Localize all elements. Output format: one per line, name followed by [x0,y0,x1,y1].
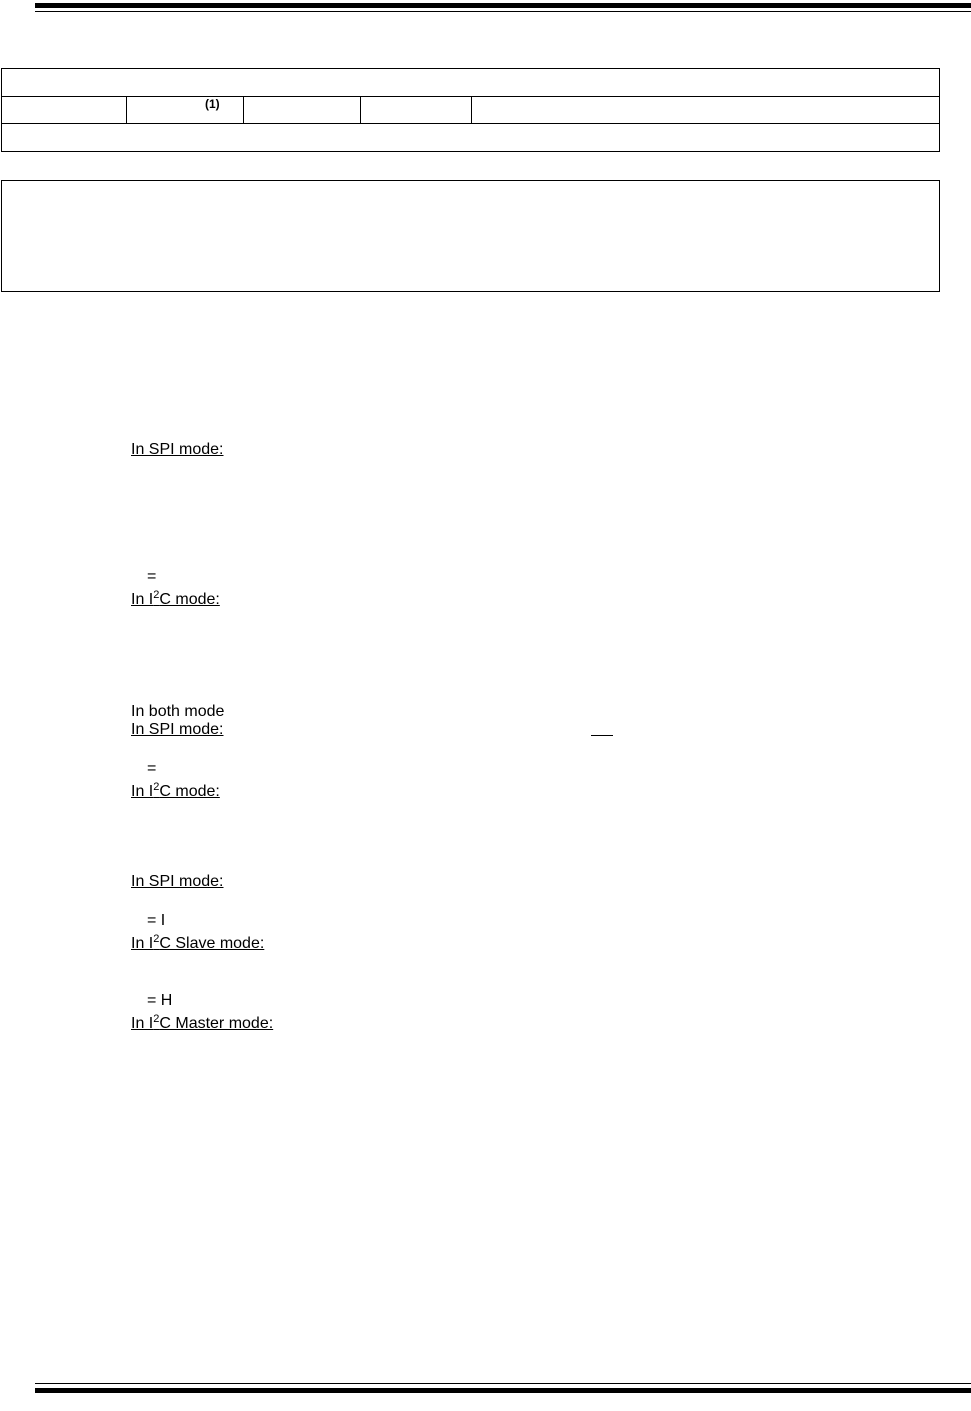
spi-mode-label: In SPI mode: [131,441,224,458]
i2c-mode-label: In $I^2C$ mode: [131,781,220,800]
register-bit-cell [126,96,244,123]
i2c-slave-mode-label: In $I^2C$ Slave mode: [131,933,265,952]
spi-mode-label: In SPI mode: [131,721,224,738]
spi-mode-label: In SPI mode: [131,873,224,890]
register-table [1,68,940,152]
register-table-title-row [2,69,939,97]
footnote-reference: (1) [205,97,220,111]
footer-rule-thick [35,1388,971,1393]
equals-text: = [147,760,157,777]
legend-box [1,180,940,292]
i2c-master-mode-label: In $I^2C$ Master mode: [131,1013,274,1032]
equals-text: = I [147,912,166,929]
register-table-bit-number-row [2,124,939,152]
header-rule-thick [35,3,971,8]
register-table-bit-row [2,96,939,124]
register-bit-cell [360,96,472,123]
register-bit-cell [243,96,361,123]
i2c-mode-label: In $I^2C$ mode: [131,589,220,608]
register-bit-cell [471,96,939,123]
equals-text: = [147,568,157,585]
both-modes-label: In both mode [131,703,225,720]
footer-rule-thin [35,1383,971,1384]
equals-text: = H [147,992,173,1009]
register-bit-cell [2,96,127,123]
overbar-line [591,735,613,736]
header-rule-thin [35,11,971,12]
